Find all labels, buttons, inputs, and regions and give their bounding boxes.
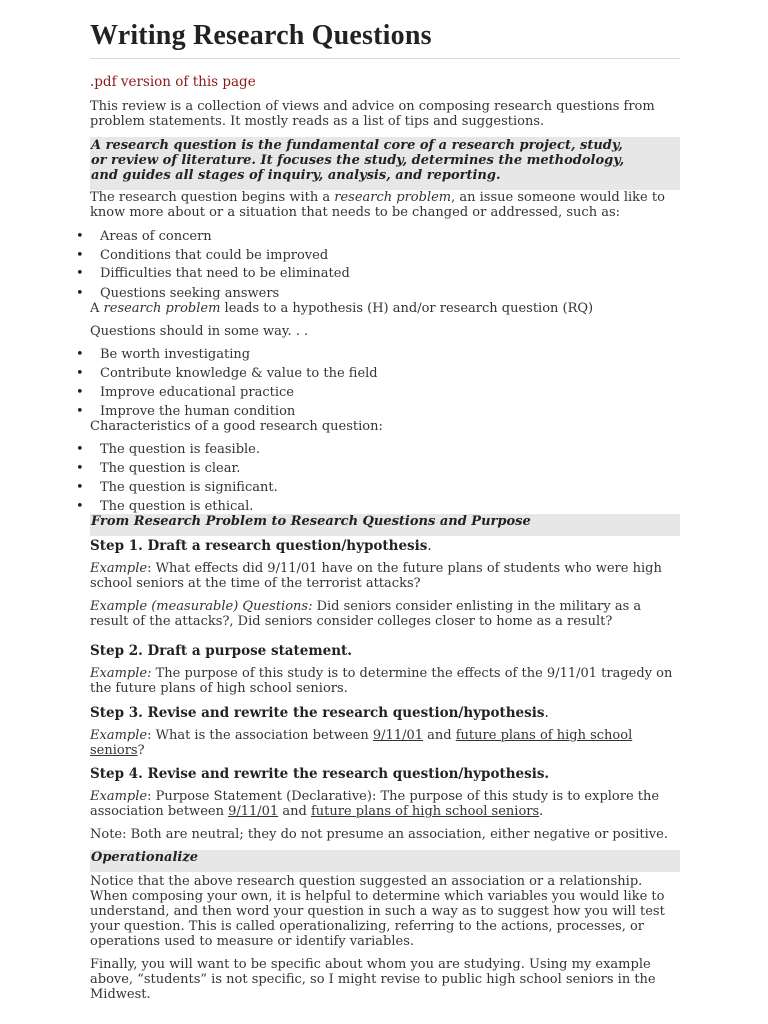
list-item: • Be worth investigating (76, 347, 251, 362)
list-item: • Contribute knowledge & value to the field (76, 366, 378, 381)
step-4-example-line-1: Example: Purpose Statement (Declarative): The purpose of this study is to explore the (90, 789, 660, 804)
final-line-3: Midwest. (90, 987, 151, 1002)
callout-line-2: or review of literature. It focuses the study, determines the methodology, (91, 153, 625, 168)
operationalize-line-1: Notice that the above research question suggested an association or a relationship. (90, 874, 643, 889)
list-item: • The question is feasible. (76, 442, 260, 457)
list-item: • Improve educational practice (76, 385, 294, 400)
final-line-2: above, “students” is not specific, so I might revise to public high school seniors in the (90, 972, 656, 987)
list-item: • Improve the human condition (76, 404, 296, 419)
step-2-example-line-2: the future plans of high school seniors. (90, 681, 348, 696)
neutral-note: Note: Both are neutral; they do not presume an association, either negative or positive. (90, 827, 668, 842)
step-4-heading: Step 4. Revise and rewrite the research question/hypothesis. (90, 766, 550, 782)
step-3-example-line-2: seniors? (90, 743, 145, 758)
step-1-example-2-line-1: Example (measurable) Questions: Did seniors consider enlisting in the military as a (90, 599, 642, 614)
pdf-version-link[interactable]: .pdf version of this page (90, 74, 256, 90)
step-2-heading: Step 2. Draft a purpose statement. (90, 643, 352, 659)
section-heading-problem: From Research Problem to Research Questions and Purpose (90, 514, 680, 536)
intro-line-1: This review is a collection of views and advice on composing research questions from (90, 99, 655, 114)
title-divider (90, 58, 680, 59)
step-1-example-line-1: Example: What effects did 9/11/01 have on the future plans of students who were high (90, 561, 662, 576)
step-4-example-line-2: association between 9/11/01 and future plans of high school seniors. (90, 804, 544, 819)
questions-should-line: Questions should in some way. . . (90, 324, 309, 339)
operationalize-line-2: When composing your own, it is helpful to determine which variables you would like to (90, 889, 665, 904)
section-heading-operationalize: Operationalize (90, 850, 680, 872)
rq-begins-line-2: know more about or a situation that needs to be changed or addressed, such as: (90, 205, 620, 220)
rq-begins-line-1: The research question begins with a research problem, an issue someone would like to (90, 190, 665, 205)
operationalize-line-4: your question. This is called operationalizing, referring to the actions, processes, or (90, 919, 645, 934)
characteristics-line: Characteristics of a good research question: (90, 419, 383, 434)
operationalize-line-3: understand, and then word your question in such a way as to suggest how you will test (90, 904, 665, 919)
list-item: • The question is clear. (76, 461, 241, 476)
definition-callout (90, 137, 680, 190)
step-3-heading: Step 3. Revise and rewrite the research question/hypothesis. (90, 705, 549, 721)
leads-to-line: A research problem leads to a hypothesis (H) and/or research question (RQ) (90, 301, 594, 316)
research-problem-emphasis: research problem (334, 190, 452, 205)
list-item: • Areas of concern (76, 229, 212, 244)
list-item: • Difficulties that need to be eliminated (76, 266, 350, 281)
step-1-heading: Step 1. Draft a research question/hypothesis. (90, 538, 432, 554)
list-item: • The question is ethical. (76, 499, 254, 514)
callout-line-1: A research question is the fundamental core of a research project, study, (91, 138, 623, 153)
intro-line-2: problem statements. It mostly reads as a list of tips and suggestions. (90, 114, 545, 129)
list-item: • Conditions that could be improved (76, 248, 329, 263)
list-item: • The question is significant. (76, 480, 278, 495)
list-item: • Questions seeking answers (76, 286, 280, 301)
page-title: Writing Research Questions (90, 20, 432, 51)
step-1-example-2-line-2: result of the attacks?, Did seniors consider colleges closer to home as a result? (90, 614, 613, 629)
final-line-1: Finally, you will want to be specific about whom you are studying. Using my example (90, 957, 651, 972)
callout-line-3: and guides all stages of inquiry, analysis, and reporting. (91, 168, 501, 183)
step-2-example-line-1: Example: The purpose of this study is to determine the effects of the 9/11/01 tragedy on (90, 666, 673, 681)
operationalize-line-5: operations used to measure or identify variables. (90, 934, 415, 949)
step-1-example-line-2: school seniors at the time of the terrorist attacks? (90, 576, 421, 591)
step-3-example-line-1: Example: What is the association between 9/11/01 and future plans of high school (90, 728, 633, 743)
